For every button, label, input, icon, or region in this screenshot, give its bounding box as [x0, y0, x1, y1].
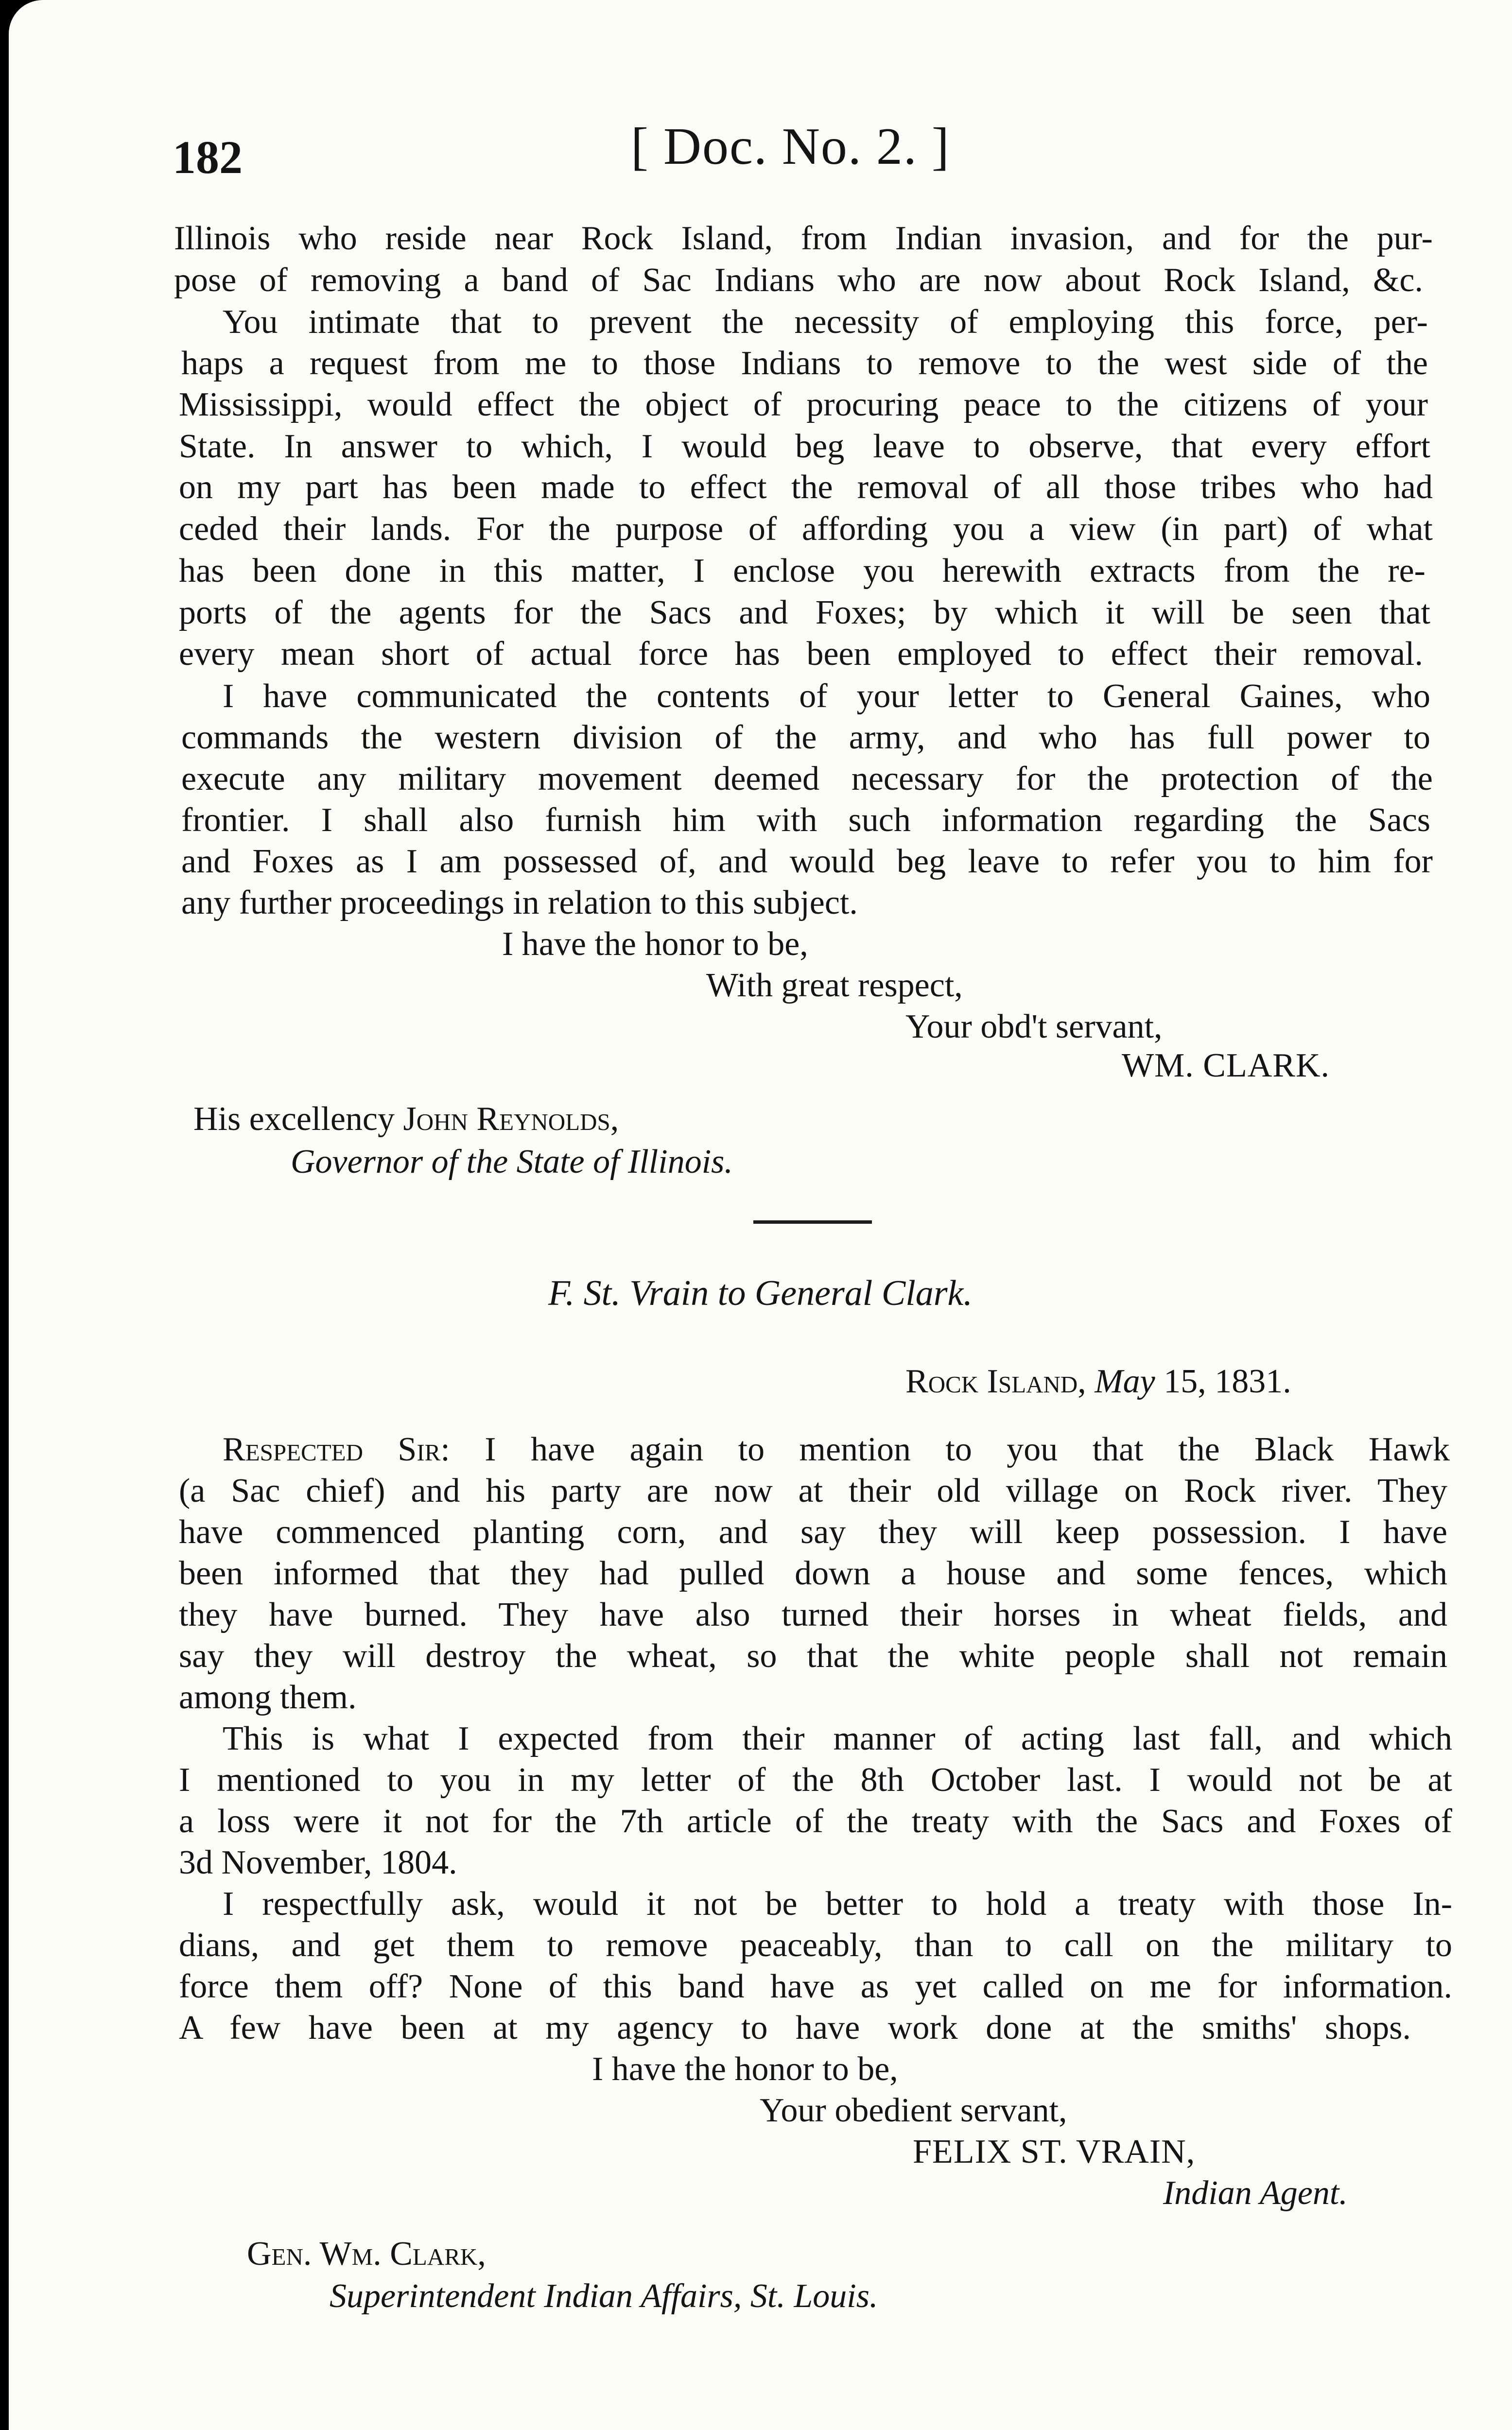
letter2-line-2: (a Sac chief) and his party are now at their old village on Rock river. They — [179, 1472, 1447, 1510]
letter2-line-15: A few have been at my agency to have work done at the smiths' shops. — [179, 2009, 1411, 2047]
letter2-line-5: they have burned. They have also turned their horses in wheat fields, and — [179, 1596, 1447, 1633]
document-reference: [ Doc. No. 2. ] — [631, 118, 950, 175]
letter2-closing-honor: I have the honor to be, — [592, 2050, 898, 2088]
letter1-line-5: Mississippi, would effect the object of procuring peace to the citizens of your — [179, 386, 1428, 423]
letter2-line-6: say they will destroy the wheat, so that the white people shall not remain — [179, 1637, 1447, 1675]
letter1-addressee-prefix: His excellency — [193, 1100, 395, 1138]
letter1-closing-honor: I have the honor to be, — [502, 925, 808, 963]
letter2-addressee-title: Superintendent Indian Affairs, St. Louis. — [330, 2277, 878, 2315]
letter2-date-rest: 15, 1831. — [1164, 1363, 1291, 1400]
letter2-date-month: May — [1095, 1363, 1155, 1400]
letter1-line-17: any further proceedings in relation to this subject. — [181, 884, 858, 921]
letter1-line-10: ports of the agents for the Sacs and Foxes; by which it will be seen that — [179, 594, 1430, 631]
letter2-salutation: Respected Sir: — [223, 1431, 450, 1468]
letter1-line-16: and Foxes as I am possessed of, and would beg leave to refer you to him for — [181, 843, 1433, 880]
section-divider — [753, 1220, 872, 1224]
letter2-heading: F. St. Vrain to General Clark. — [548, 1273, 973, 1313]
letter1-line-12: I have communicated the contents of your letter to General Gaines, who — [223, 677, 1430, 715]
letter2-line-14: force them off? None of this band have as yet called on me for information. — [179, 1968, 1452, 2005]
letter1-line-9: has been done in this matter, I enclose you herewith extracts from the re- — [179, 552, 1425, 590]
letter2-first-line-rest: I have again to mention to you that the Black Hawk — [485, 1431, 1450, 1468]
letter2-line-11: 3d November, 1804. — [179, 1844, 457, 1881]
letter1-line-6: State. In answer to which, I would beg leave to observe, that every effort — [179, 428, 1430, 465]
letter1-line-15: frontier. I shall also furnish him with such information regarding the Sacs — [181, 801, 1430, 839]
letter1-line-14: execute any military movement deemed necessary for the protection of the — [181, 760, 1433, 798]
letter1-line-8: ceded their lands. For the purpose of affording you a view (in part) of what — [179, 510, 1433, 548]
letter1-line-13: commands the western division of the army, and who has full power to — [181, 719, 1430, 756]
letter2-line-9: I mentioned to you in my letter of the 8th October last. I would not be at — [179, 1761, 1452, 1799]
letter1-addressee-title: Governor of the State of Illinois. — [291, 1143, 733, 1180]
letter1-line-2: pose of removing a band of Sac Indians who are now about Rock Island, &c. — [174, 261, 1423, 299]
letter1-closing-respect: With great respect, — [706, 967, 963, 1004]
letter2-line-8: This is what I expected from their manner of acting last fall, and which — [223, 1720, 1452, 1757]
document-page — [9, 0, 1512, 2430]
letter1-line-3: You intimate that to prevent the necessity of employing this force, per- — [223, 303, 1428, 341]
letter1-line-1: Illinois who reside near Rock Island, from Indian invasion, and for the pur- — [174, 220, 1433, 257]
letter1-line-11: every mean short of actual force has been employed to effect their removal. — [179, 635, 1423, 673]
letter1-closing-servant: Your obd't servant, — [905, 1008, 1163, 1045]
letter2-place: Rock Island, — [905, 1363, 1086, 1400]
letter2-addressee-name: Gen. Wm. Clark, — [247, 2235, 486, 2273]
page-number: 182 — [173, 131, 243, 183]
letter2-closing-servant: Your obedient servant, — [760, 2092, 1067, 2129]
letter2-line-13: dians, and get them to remove peaceably, than to call on the military to — [179, 1927, 1452, 1964]
letter2-signature-title: Indian Agent. — [1163, 2174, 1348, 2212]
letter2-line-first — [223, 1429, 1450, 1471]
letter2-signature: FELIX ST. VRAIN, — [913, 2133, 1196, 2170]
letter2-line-10: a loss were it not for the 7th article of the treaty with the Sacs and Foxes of — [179, 1803, 1452, 1840]
letter1-addressee — [193, 1098, 619, 1140]
letter1-addressee-name: John Reynolds, — [403, 1100, 619, 1138]
letter2-line-4: been informed that they had pulled down a house and some fences, which — [179, 1555, 1447, 1592]
letter2-line-7: among them. — [179, 1679, 357, 1716]
letter1-line-4: haps a request from me to those Indians to remove to the west side of the — [181, 345, 1428, 382]
letter1-signature: WM. CLARK. — [1122, 1047, 1330, 1084]
letter1-line-7: on my part has been made to effect the removal of all those tribes who had — [179, 469, 1433, 506]
letter2-dateline — [905, 1361, 1291, 1403]
letter2-line-3: have commenced planting corn, and say they will keep possession. I have — [179, 1513, 1447, 1551]
letter2-line-12: I respectfully ask, would it not be better to hold a treaty with those In- — [223, 1885, 1452, 1923]
